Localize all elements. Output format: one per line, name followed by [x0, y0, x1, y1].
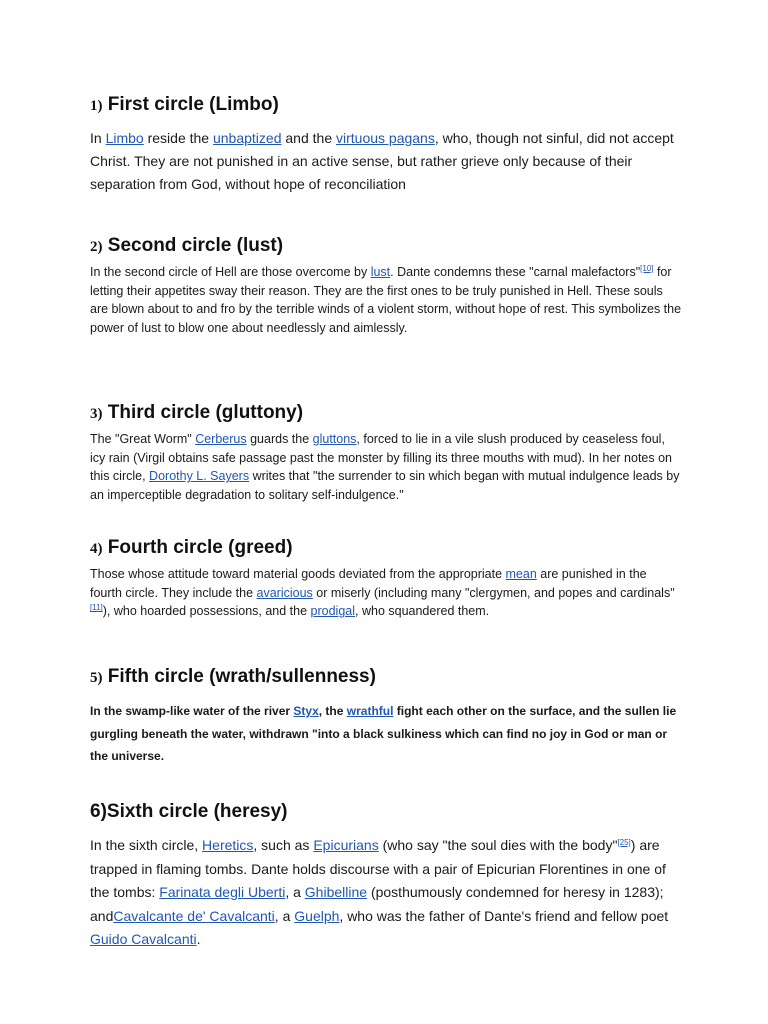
- paragraph-second-circle: [90, 263, 682, 338]
- heading-title: Second circle (lust): [107, 235, 284, 256]
- heading-number: 4): [90, 541, 103, 557]
- text: ), who hoarded possessions, and the: [102, 604, 311, 619]
- paragraph-third-circle: [90, 430, 682, 505]
- link-prodigal[interactable]: prodigal: [310, 604, 356, 619]
- link-mean[interactable]: mean: [505, 567, 537, 581]
- link-styx[interactable]: Styx: [293, 704, 319, 718]
- text: fight each other on the surface, and the sullen lie gurgling beneath the water, withdrawn "into a black sulkiness which can find no joy in God or man or the universe.: [90, 704, 677, 764]
- link-epicurians[interactable]: Epicurians: [313, 837, 379, 853]
- heading-third-circle: [90, 401, 682, 426]
- text: , the: [318, 704, 347, 718]
- text: for letting their appetites sway their reason. They are the first ones to be truly punished in Hell. These souls are blown about to and fro by the terrible winds of a violent storm, without hope of rest. This symbolizes the power of lust to blow one about needlessly and aimlessly.: [90, 265, 682, 336]
- link-virtuous-pagans[interactable]: virtuous pagans: [336, 130, 435, 146]
- heading-fifth-circle: [90, 665, 682, 690]
- text: ) are trapped in flaming tombs. Dante holds discourse with a pair of Epicurian Florentines in one of the tombs:: [90, 837, 666, 900]
- link-ghibelline[interactable]: Ghibelline: [304, 884, 368, 900]
- heading-title: Fourth circle (greed): [107, 537, 293, 558]
- section-first-circle: [90, 93, 682, 196]
- heading-number: 1): [90, 98, 103, 114]
- heading-title: Third circle (gluttony): [107, 402, 304, 423]
- paragraph-fourth-circle: [90, 565, 682, 621]
- link-cavalcante[interactable]: Cavalcante de' Cavalcanti: [113, 907, 275, 924]
- link-heretics[interactable]: Heretics: [202, 837, 254, 853]
- text: , a: [285, 884, 305, 900]
- heading-sixth-circle: [90, 800, 682, 824]
- link-guelph[interactable]: Guelph: [294, 907, 340, 924]
- heading-number: 3): [90, 406, 103, 422]
- link-cerberus[interactable]: Cerberus: [195, 432, 247, 446]
- text: , who was the father of Dante's friend and fellow poet: [339, 907, 669, 924]
- link-limbo[interactable]: Limbo: [105, 130, 144, 146]
- link-farinata[interactable]: Farinata degli Uberti: [159, 884, 286, 900]
- text: , who, though not sinful, did not accept Christ. They are not punished in an active sense, but rather grieve only because of their separation from God, without hope of reconciliation: [90, 130, 674, 192]
- heading-first-circle: [90, 93, 682, 118]
- text: and the: [281, 130, 336, 146]
- citation-link[interactable]: [10]: [640, 264, 654, 273]
- heading-number: 2): [90, 239, 103, 255]
- link-avaricious[interactable]: avaricious: [256, 585, 313, 600]
- citation-link[interactable]: [25]: [617, 838, 631, 847]
- heading-fourth-circle: [90, 536, 682, 561]
- paragraph-first-circle: [90, 127, 682, 196]
- section-fifth-circle: [90, 665, 682, 768]
- text: Those whose attitude toward material goods deviated from the appropriate: [90, 567, 506, 581]
- paragraph-fifth-circle: [90, 700, 682, 768]
- section-second-circle: [90, 234, 682, 338]
- section-sixth-circle: [90, 800, 682, 952]
- heading-title: Sixth circle (heresy): [106, 801, 288, 822]
- section-third-circle: [90, 401, 682, 505]
- text: In the sixth circle,: [90, 837, 203, 853]
- text: , a: [274, 907, 295, 924]
- text: , such as: [253, 837, 314, 853]
- text: guards the: [246, 432, 313, 446]
- text: In: [90, 130, 106, 146]
- paragraph-sixth-circle: [90, 834, 682, 952]
- link-wrathful[interactable]: wrathful: [346, 704, 394, 718]
- heading-title: Fifth circle (wrath/sullenness): [107, 666, 376, 687]
- citation-link[interactable]: [11]: [90, 603, 103, 613]
- heading-number: 6): [90, 801, 107, 822]
- text: . Dante condemns these "carnal malefactors": [390, 265, 641, 279]
- text: The "Great Worm": [90, 432, 196, 446]
- text: , who squandered them.: [355, 604, 490, 619]
- text: , forced to lie in a vile slush produced by ceaseless foul, icy rain (Virgil obtains safe passage past the monster by filling its three mouths with mud). In her notes on this circle,: [90, 432, 673, 484]
- text: reside the: [143, 130, 213, 146]
- text: (who say "the soul dies with the body": [378, 837, 618, 853]
- text: .: [196, 931, 201, 947]
- link-guido-cavalcanti[interactable]: Guido Cavalcanti: [90, 931, 197, 947]
- text: In the second circle of Hell are those overcome by: [90, 265, 371, 279]
- text: (posthumously condemned for heresy in 1283); and: [90, 884, 664, 924]
- heading-number: 5): [90, 670, 103, 686]
- link-dorothy-sayers[interactable]: Dorothy L. Sayers: [149, 469, 250, 484]
- text: are punished in the fourth circle. They include the: [90, 567, 647, 600]
- heading-title: First circle (Limbo): [107, 94, 279, 115]
- text: or miserly (including many "clergymen, and popes and cardinals": [312, 585, 675, 600]
- link-gluttons[interactable]: gluttons: [312, 432, 357, 446]
- text: In the swamp-like water of the river: [90, 704, 294, 718]
- section-fourth-circle: [90, 536, 682, 621]
- text: writes that "the surrender to sin which began with mutual indulgence leads by an imperceptible degradation to solitary self-indulgence.": [90, 469, 680, 503]
- link-lust[interactable]: lust: [370, 265, 391, 279]
- heading-second-circle: [90, 234, 682, 259]
- link-unbaptized[interactable]: unbaptized: [212, 130, 282, 146]
